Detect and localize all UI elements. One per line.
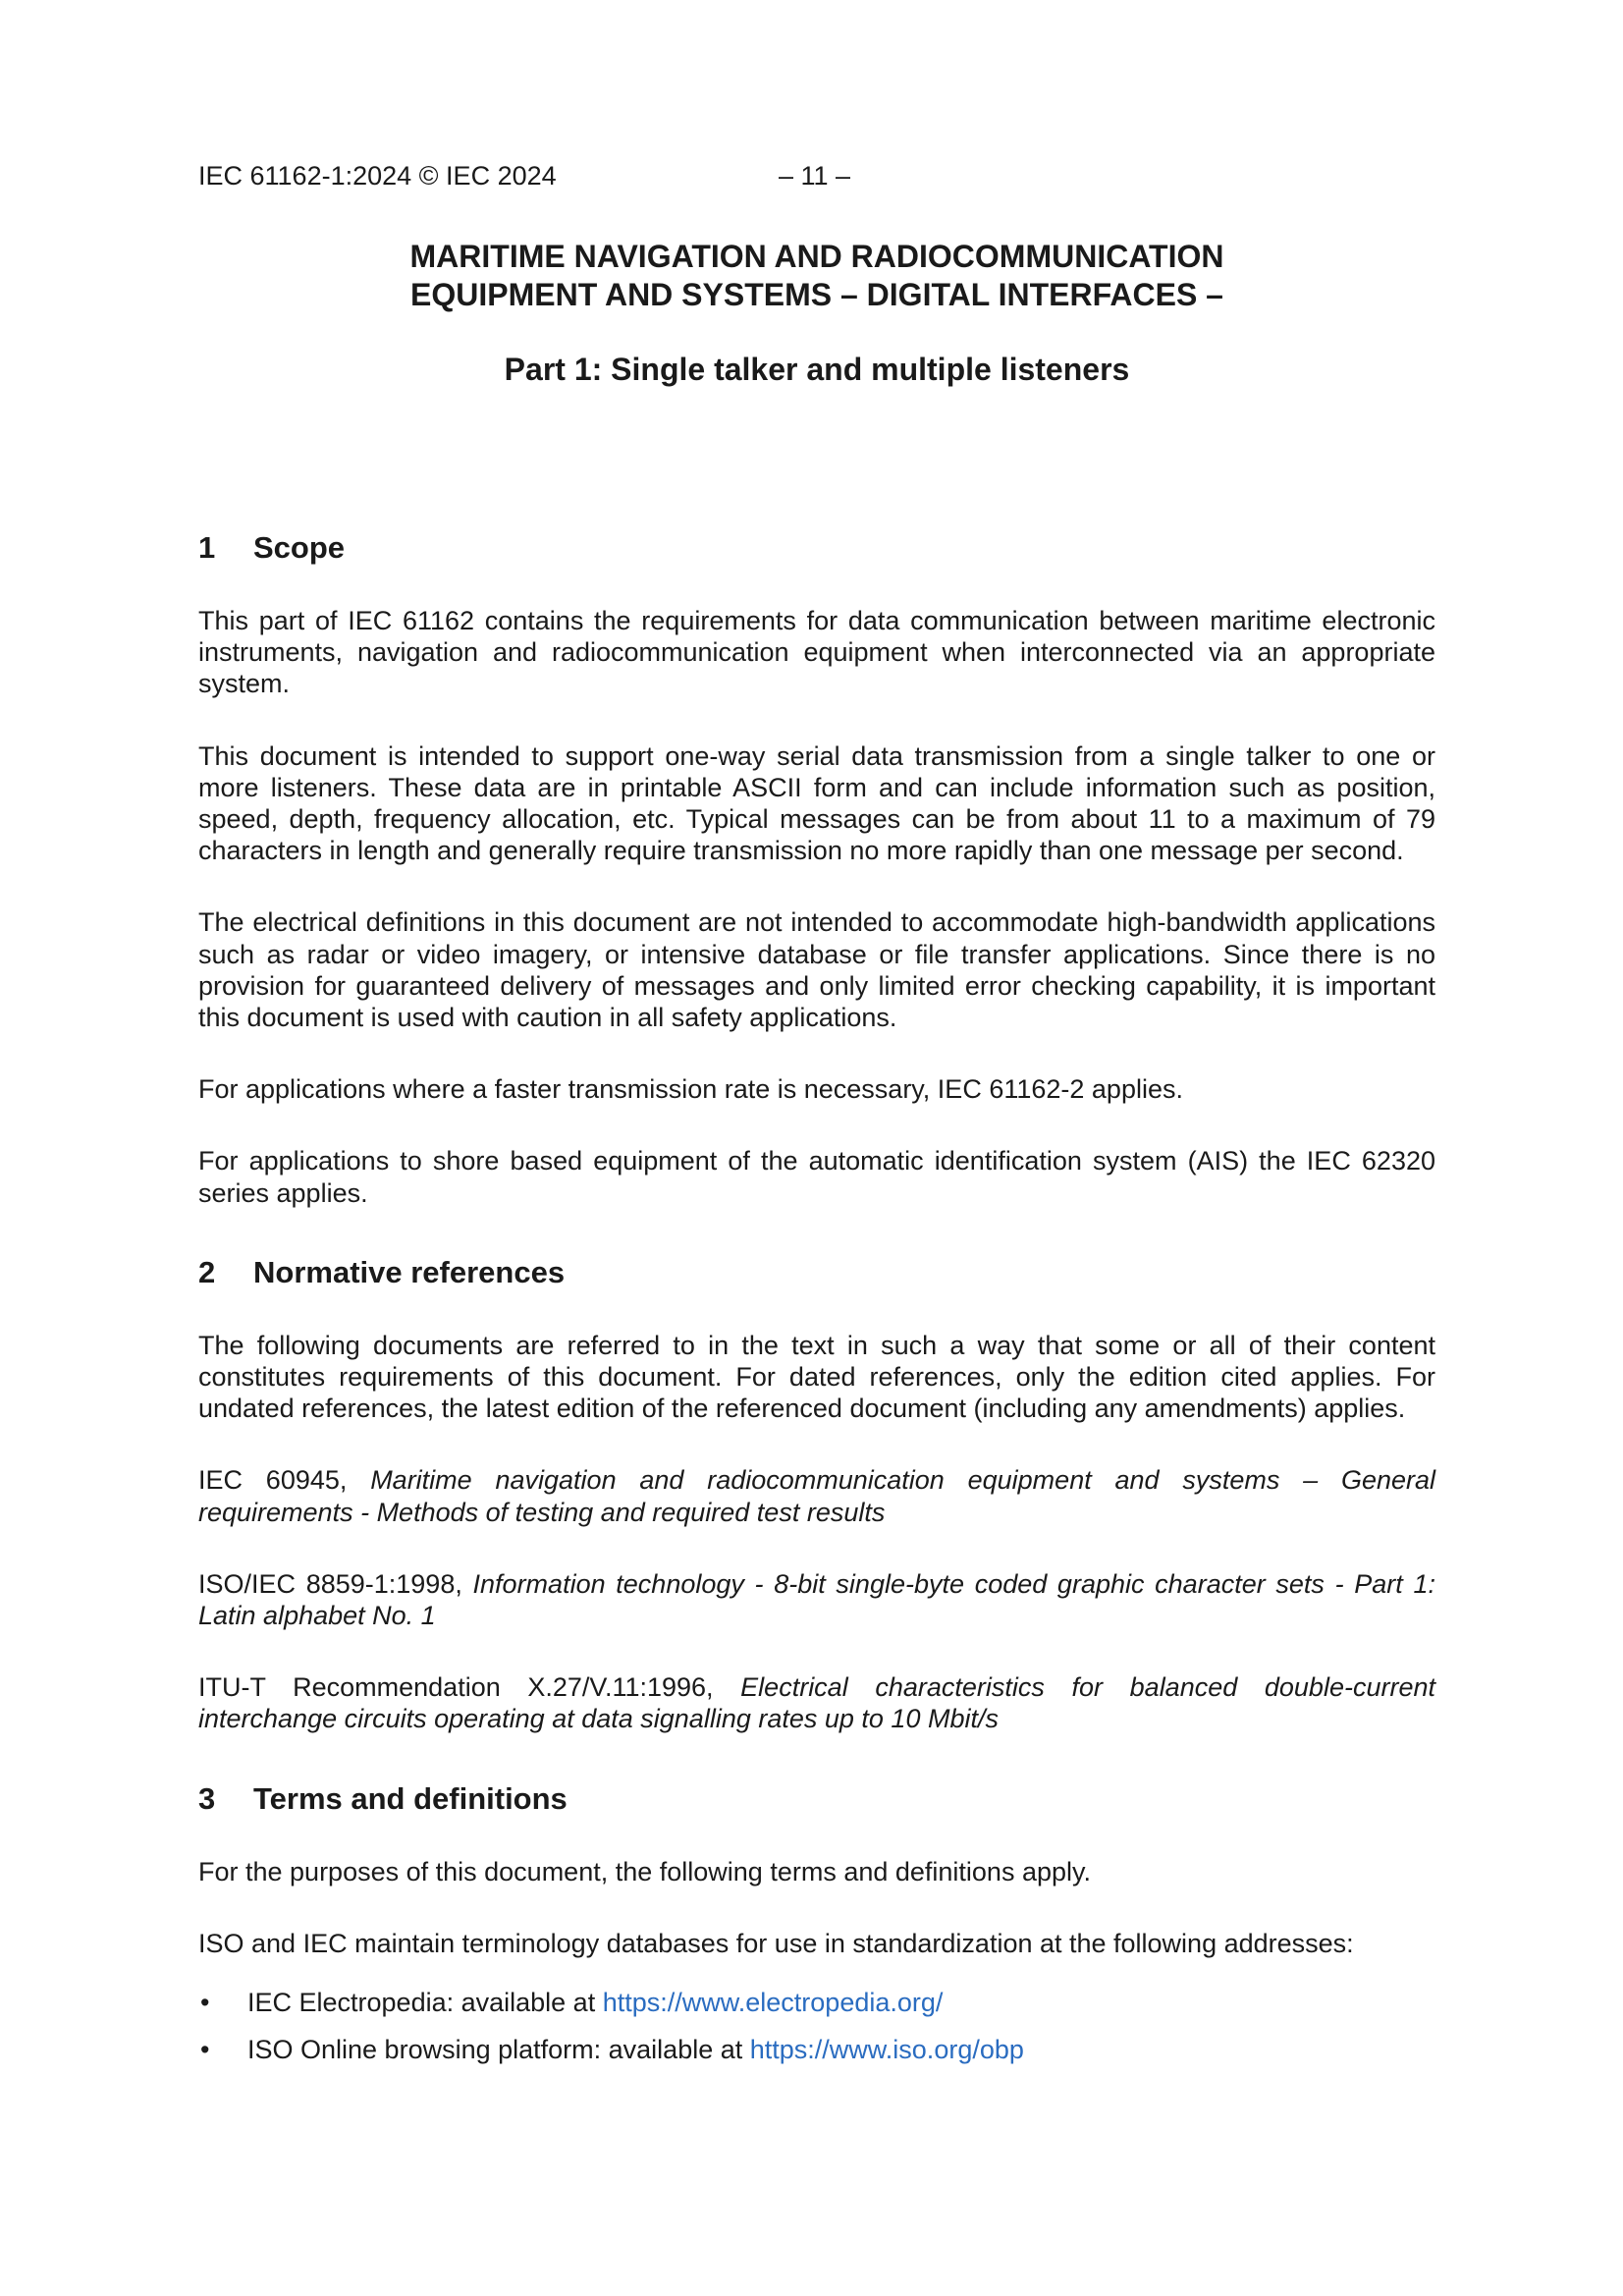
reference-title: Maritime navigation and radiocommunication equipment and systems – General requirements - Methods of testing and required test results xyxy=(198,1465,1436,1527)
section-heading-normative-references xyxy=(198,1253,1435,1292)
paragraph: For applications where a faster transmission rate is necessary, IEC 61162-2 applies. xyxy=(198,1074,1183,1105)
paragraph: ISO and IEC maintain terminology databases for use in standardization at the following addresses: xyxy=(198,1928,1354,1958)
bullet-icon: • xyxy=(200,1988,210,2018)
section-title: Scope xyxy=(253,530,346,565)
paragraph: For applications to shore based equipment of the automatic identification system (AIS) the IEC 62320 series applies. xyxy=(198,1146,1435,1208)
list-item xyxy=(198,2034,1435,2065)
reference-id: IEC 60945, xyxy=(198,1465,371,1496)
reference-id: ISO/IEC 8859-1:1998, xyxy=(198,1568,473,1599)
section-title: Normative references xyxy=(253,1254,566,1289)
reference-id: ITU-T Recommendation X.27/V.11:1996, xyxy=(198,1672,741,1703)
paragraph: The following documents are referred to in the text in such a way that some or all of their content constitutes requirements of this document. For dated references, only the edition cited applies. For undated references, the latest edition of the referenced document (including any amendments) applies. xyxy=(198,1330,1435,1424)
document-body xyxy=(198,528,1435,2081)
section-heading-terms-and-definitions xyxy=(198,1779,1435,1819)
document-part-title: Part 1: Single talker and multiple listeners xyxy=(504,352,1130,387)
paragraph: This document is intended to support one-way serial data transmission from a single talker to one or more listeners. These data are in printable ASCII form and can include information such as position, speed, depth, frequency allocation, etc. Typical messages can be from about 11 to a maximum of 79 characters in length and generally require transmission no more rapidly than one message per second. xyxy=(198,740,1435,866)
section-heading-scope xyxy=(198,528,1435,568)
bullet-icon: • xyxy=(200,2035,210,2065)
section-title: Terms and definitions xyxy=(253,1780,568,1816)
iso-obp-link[interactable]: https://www.iso.org/obp xyxy=(749,2035,1024,2065)
title-line-2: EQUIPMENT AND SYSTEMS – DIGITAL INTERFACES – xyxy=(410,277,1223,312)
reference-title: Information technology - 8-bit single-byte coded graphic character sets - Part 1: Latin alphabet No. 1 xyxy=(198,1568,1435,1631)
link-label: ISO Online browsing platform: available at xyxy=(247,2035,750,2065)
list-item-text xyxy=(247,1987,943,2018)
paragraph: For the purposes of this document, the following terms and definitions apply. xyxy=(198,1856,1091,1886)
link-label: IEC Electropedia: available at xyxy=(247,1988,603,2018)
electropedia-link[interactable]: https://www.electropedia.org/ xyxy=(602,1988,944,2018)
section-number: 2 xyxy=(198,1254,216,1289)
paragraph: This part of IEC 61162 contains the requirements for data communication between maritime electronic instruments, navigation and radiocommunication equipment when interconnected via an appropriate system. xyxy=(198,606,1435,699)
section-number: 1 xyxy=(198,530,216,565)
list-item-text xyxy=(247,2034,1024,2065)
terminology-links-list xyxy=(198,1987,1435,2065)
reference-entry xyxy=(198,1671,1435,1734)
page-number: – 11 – xyxy=(779,161,851,191)
reference-entry xyxy=(198,1568,1435,1631)
document-title xyxy=(198,238,1435,314)
running-header-doc-id: IEC 61162-1:2024 © IEC 2024 xyxy=(198,161,557,191)
reference-entry xyxy=(198,1464,1435,1527)
title-line-1: MARITIME NAVIGATION AND RADIOCOMMUNICATION xyxy=(409,239,1224,274)
section-number: 3 xyxy=(198,1780,216,1816)
paragraph: The electrical definitions in this document are not intended to accommodate high-bandwidth applications such as radar or video imagery, or intensive database or file transfer applications. Since there is no provision for guaranteed delivery of messages and only limited error checking capability, it is important this document is used with caution in all safety applications. xyxy=(198,907,1435,1033)
list-item xyxy=(198,1987,1435,2018)
reference-title: Electrical characteristics for balanced double-current interchange circuits operating at data signalling rates up to 10 Mbit/s xyxy=(198,1672,1435,1734)
